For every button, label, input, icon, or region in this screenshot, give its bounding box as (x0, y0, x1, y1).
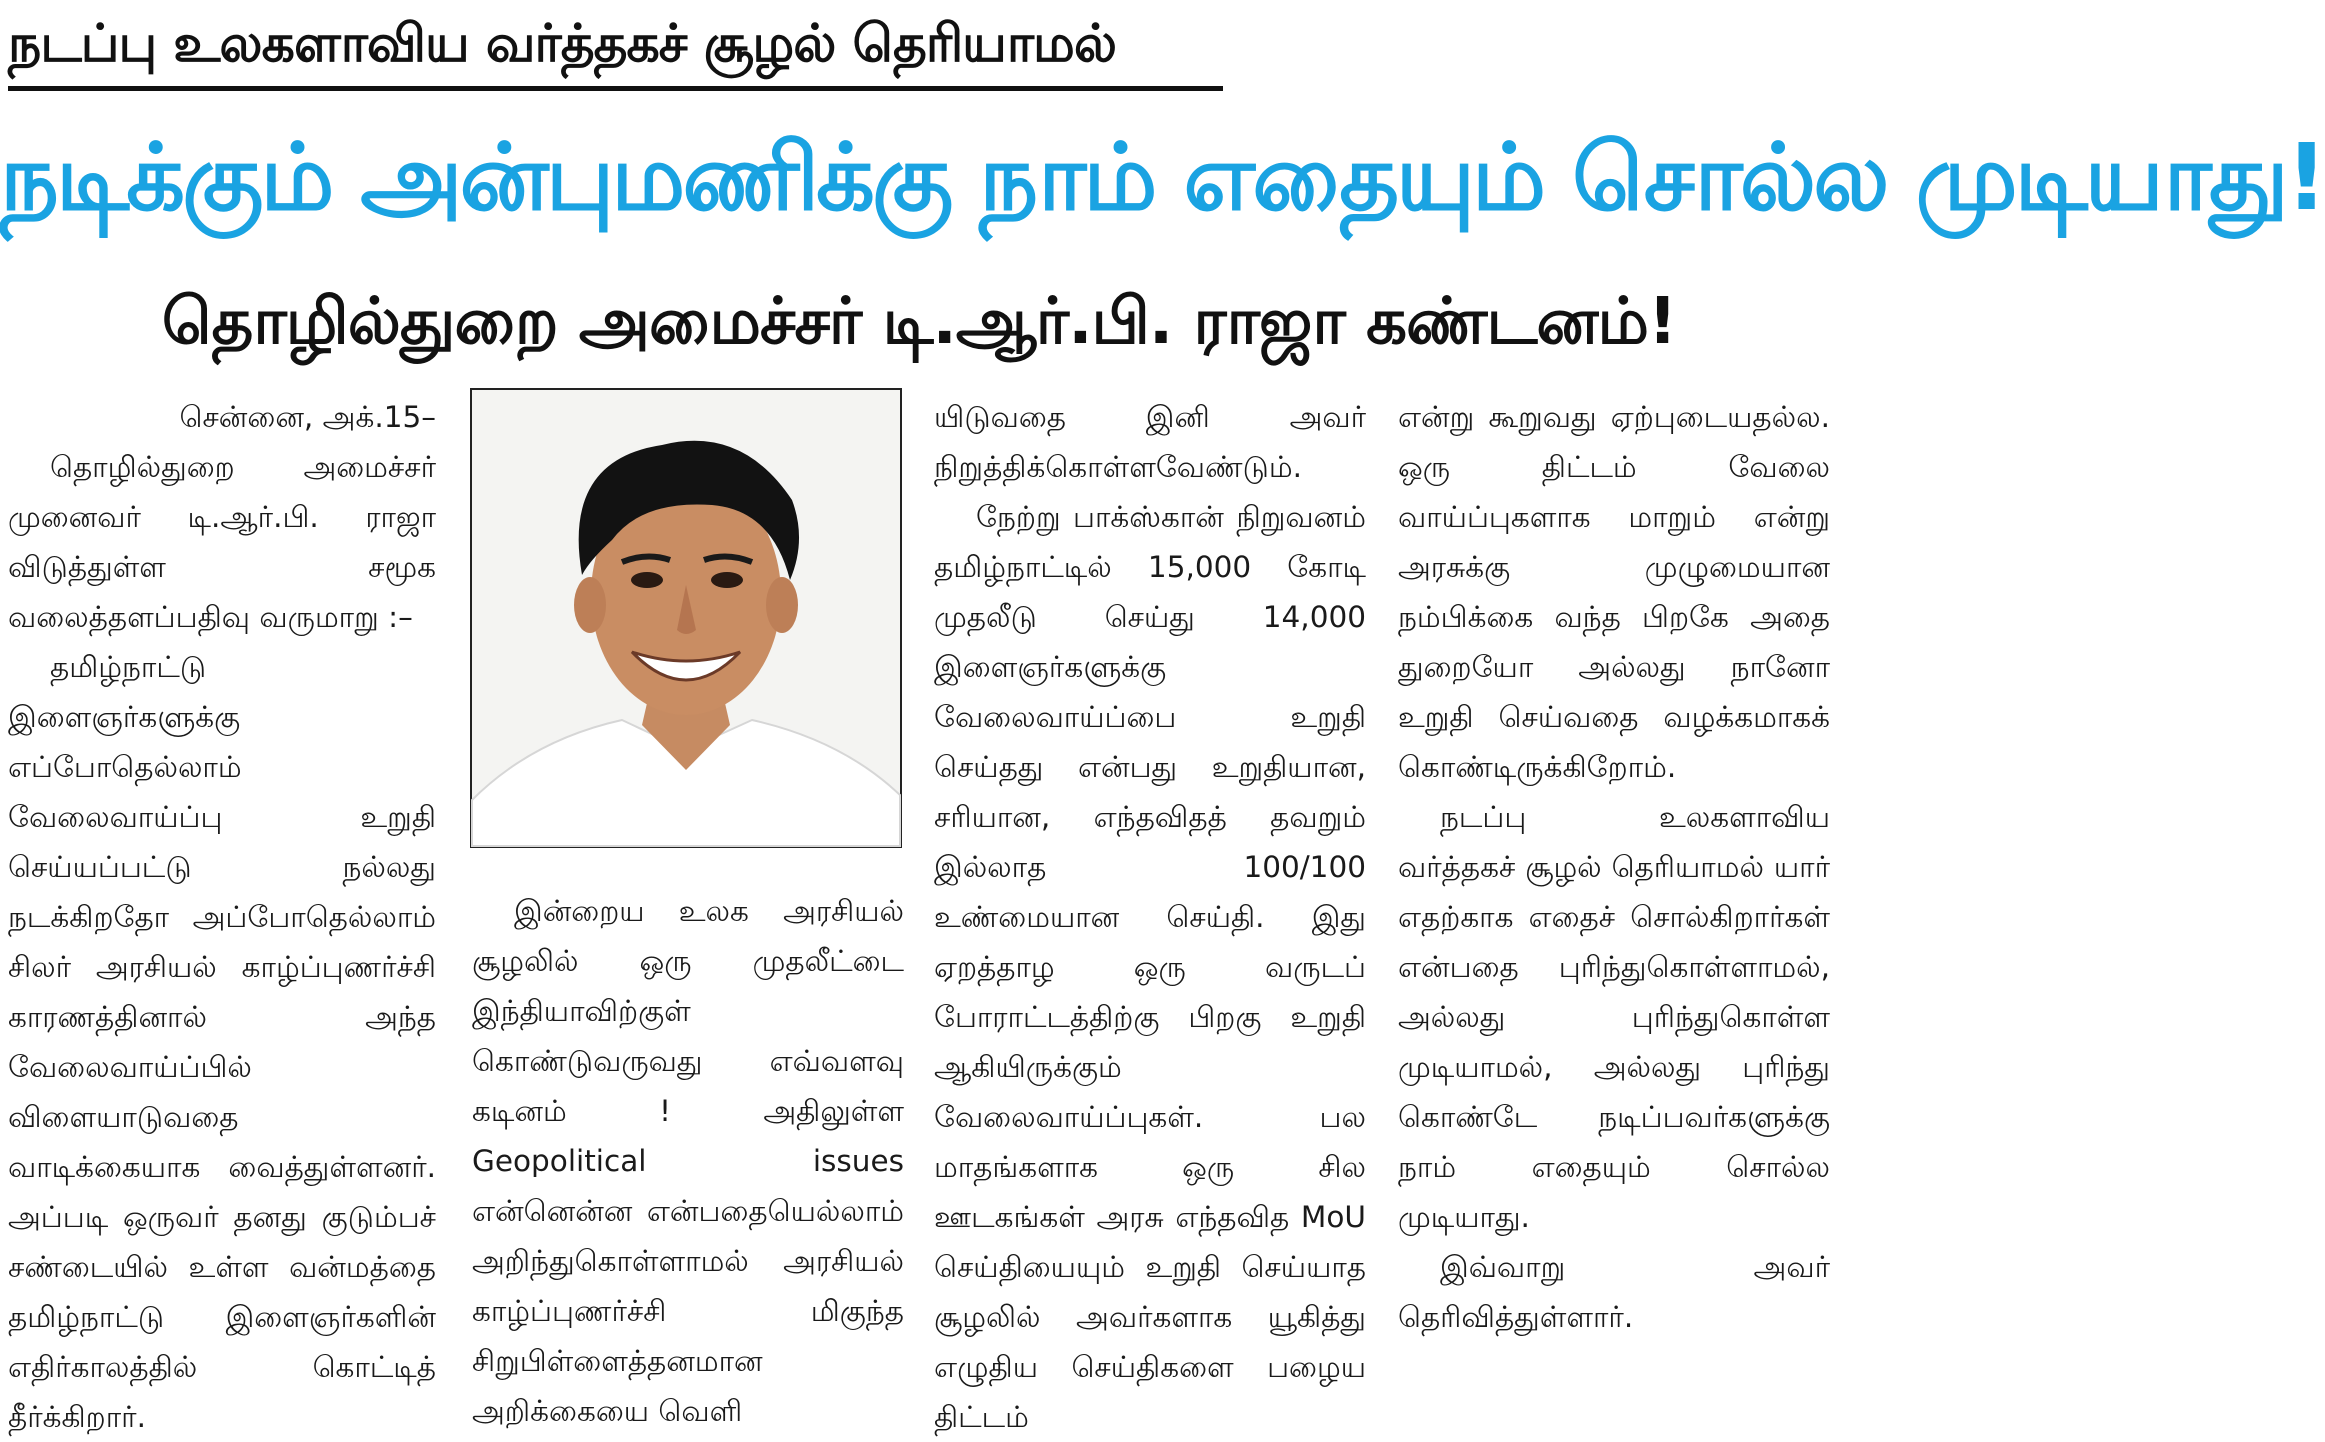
paragraph: நேற்று பாக்ஸ்கான் நிறுவனம் தமிழ்நாட்டில் 15,000 கோடி முதலீடு செய்து 14,000 இளைஞர்களுக்கு வேலைவாய்ப்பை உறுதி செய்தது என்பது உறுதியான, சரியான, எந்தவிதத் தவறும் இல்லாத 100/100 உண்மையான செய்தி. இது ஏறத்தாழ ஒரு வருடப் போராட்டத்திற்கு பிறகு உறுதி ஆகியிருக்கும் வேலைவாய்ப்புகள். பல மாதங்களாக ஒரு சில ஊடகங்கள் அரசு எந்தவித MoU செய்தியையும் உறுதி செய்யாத சூழலில் அவர்களாக யூகித்து எழுதிய செய்திகளை பழைய திட்டம் (934, 500, 1366, 1434)
kicker-underline (8, 86, 1223, 91)
kicker-headline: நடப்பு உலகளாவிய வர்த்தகச் சூழல் தெரியாமல் (8, 14, 1117, 74)
paragraph: இவ்வாறு அவர் தெரிவித்துள்ளார். (1398, 1250, 1830, 1334)
paragraph: யிடுவதை இனி அவர் நிறுத்திக்கொள்ளவேண்டும். (934, 400, 1366, 484)
paragraph: என்று கூறுவது ஏற்புடையதல்ல. ஒரு திட்டம் வேலை வாய்ப்புகளாக மாறும் என்று அரசுக்கு முழுமையான நம்பிக்கை வந்த பிறகே அதை துறையோ அல்லது நானோ உறுதி செய்வதை வழக்கமாகக் கொண்டிருக்கிறோம். (1398, 400, 1830, 784)
article-column-3 (934, 392, 1366, 1442)
article-column-2 (472, 886, 904, 1436)
main-headline: நடிக்கும் அன்புமணிக்கு நாம் எதையும் சொல்ல முடியாது! (0, 124, 2325, 231)
article-column-4 (1398, 392, 1830, 1342)
sub-headline: தொழில்துறை அமைச்சர் டி.ஆர்.பி. ராஜா கண்டனம்! (161, 285, 1677, 359)
paragraph: தமிழ்நாட்டு இளைஞர்களுக்கு எப்போதெல்லாம் வேலைவாய்ப்பு உறுதி செய்யப்பட்டு நல்லது நடக்கிறதோ அப்போதெல்லாம் சிலர் அரசியல் காழ்ப்புணர்ச்சி காரணத்தினால் அந்த வேலைவாய்ப்பில் விளையாடுவதை வாடிக்கையாக வைத்துள்ளனர். அப்படி ஒருவர் தனது குடும்பச் சண்டையில் உள்ள வன்மத்தை தமிழ்நாட்டு இளைஞர்களின் எதிர்காலத்தில் கொட்டித் தீர்க்கிறார். (8, 650, 436, 1434)
paragraph: தொழில்துறை அமைச்சர் முனைவர் டி.ஆர்.பி. ராஜா விடுத்துள்ள சமூக வலைத்தளப்பதிவு வருமாறு :– (8, 450, 436, 634)
dateline: சென்னை, அக்.15– (179, 400, 436, 434)
minister-photo (470, 388, 902, 848)
paragraph: நடப்பு உலகளாவிய வர்த்தகச் சூழல் தெரியாமல் யார் எதற்காக எதைச் சொல்கிறார்கள் என்பதை புரிந்துகொள்ளாமல், அல்லது புரிந்துகொள்ள முடியாமல், அல்லது புரிந்து கொண்டே நடிப்பவர்களுக்கு நாம் எதையும் சொல்ல முடியாது. (1398, 800, 1830, 1234)
article-column-1 (8, 392, 436, 1442)
portrait-image (472, 390, 900, 846)
paragraph: இன்றைய உலக அரசியல் சூழலில் ஒரு முதலீட்டை இந்தியாவிற்குள் கொண்டுவருவது எவ்வளவு கடினம் ! அதிலுள்ள Geopolitical issues என்னென்ன என்பதையெல்லாம் அறிந்துகொள்ளாமல் அரசியல் காழ்ப்புணர்ச்சி மிகுந்த சிறுபிள்ளைத்தனமான அறிக்கையை வெளி (472, 894, 904, 1428)
